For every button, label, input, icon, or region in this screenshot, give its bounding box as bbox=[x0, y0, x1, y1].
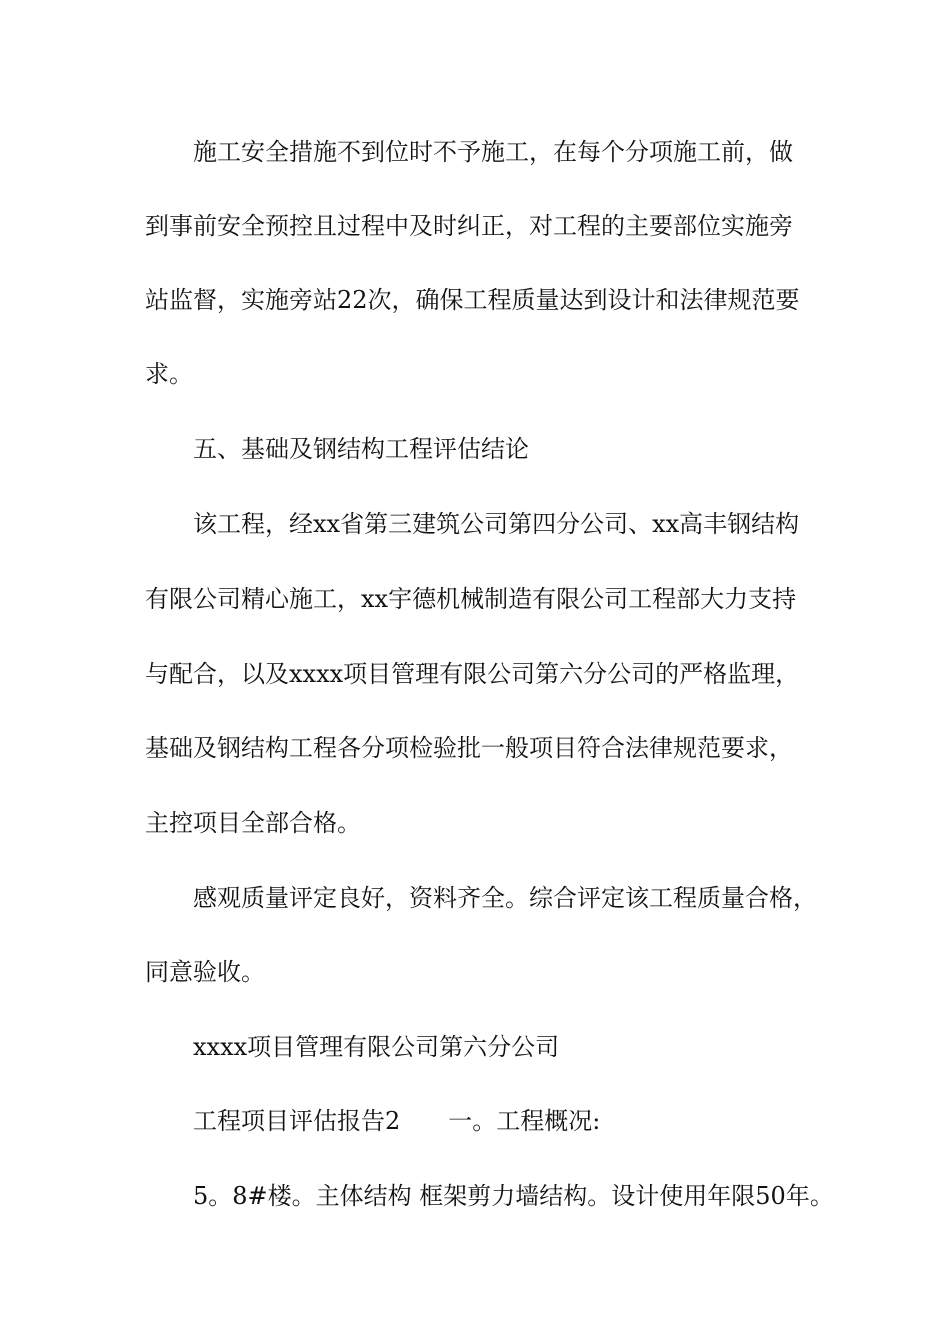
signature-line: xxxx项目管理有限公司第六分公司 bbox=[193, 1033, 560, 1061]
paragraph-line: 有限公司精心施工，xx宇德机械制造有限公司工程部大力支持 bbox=[145, 585, 797, 613]
paragraph-line: 与配合，以及xxxx项目管理有限公司第六分公司的严格监理， bbox=[145, 660, 800, 688]
paragraph-line: 求。 bbox=[145, 360, 193, 388]
paragraph-line: 施工安全措施不到位时不予施工，在每个分项施工前，做 bbox=[193, 138, 793, 166]
paragraph-line: 同意验收。 bbox=[145, 958, 265, 986]
paragraph-line: 5。8#楼。主体结构 框架剪力墙结构。设计使用年限50年。 bbox=[193, 1182, 834, 1210]
paragraph-line: 站监督，实施旁站22次，确保工程质量达到设计和法律规范要 bbox=[145, 286, 800, 314]
paragraph-line: 到事前安全预控且过程中及时纠正，对工程的主要部位实施旁 bbox=[145, 212, 793, 240]
paragraph-line: 该工程，经xx省第三建筑公司第四分公司、xx高丰钢结构 bbox=[193, 510, 800, 538]
paragraph-line: 基础及钢结构工程各分项检验批一般项目符合法律规范要求， bbox=[145, 734, 793, 762]
paragraph-line: 感观质量评定良好，资料齐全。综合评定该工程质量合格， bbox=[193, 884, 817, 912]
report-heading: 工程项目评估报告2 一。工程概况: bbox=[193, 1107, 601, 1135]
paragraph-line: 主控项目全部合格。 bbox=[145, 809, 361, 837]
section-heading: 五、基础及钢结构工程评估结论 bbox=[193, 435, 529, 463]
